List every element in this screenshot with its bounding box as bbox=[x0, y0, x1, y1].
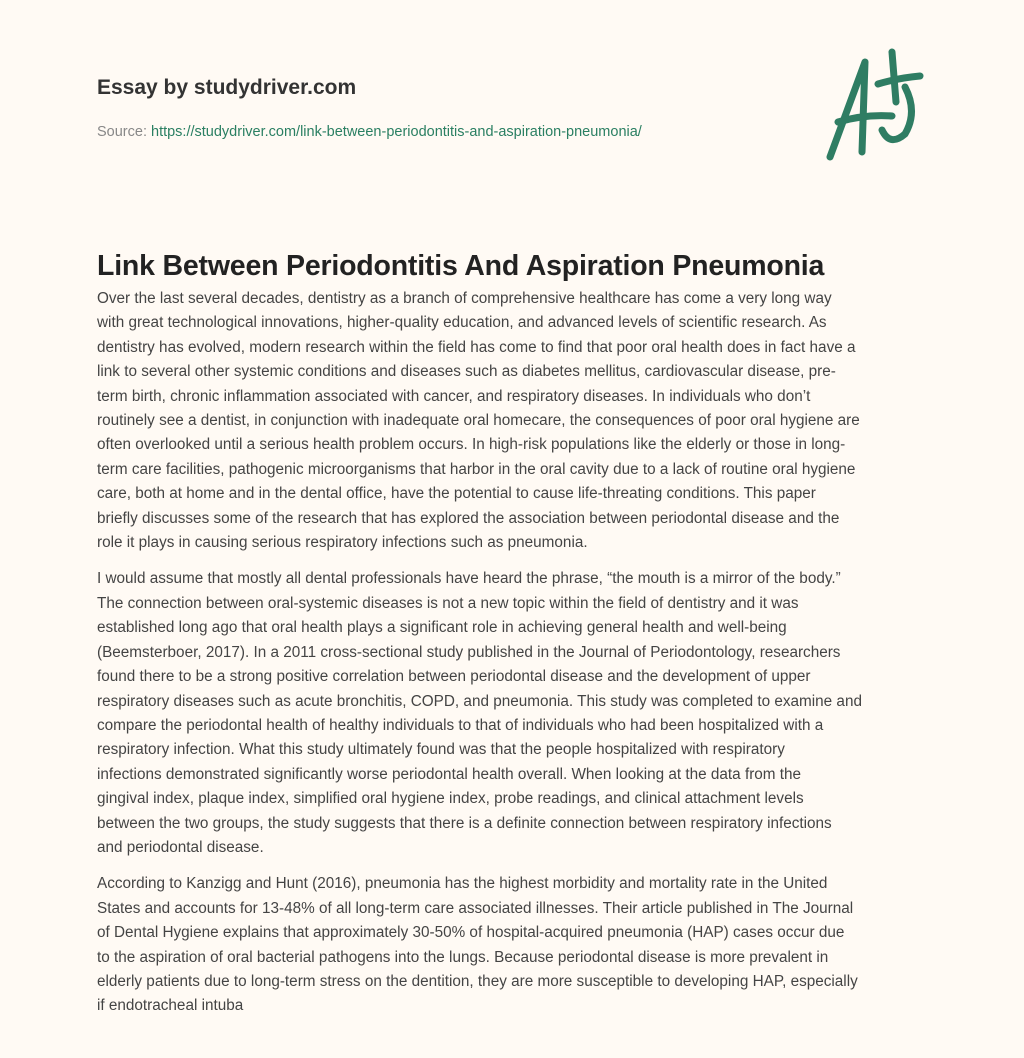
paragraph-3 bbox=[97, 872, 937, 1018]
paragraph-2 bbox=[97, 567, 937, 860]
text-line: dentistry has evolved, modern research within the field has come to find that poor oral health does in fact have a bbox=[97, 338, 856, 356]
text-line: gingival index, plaque index, simplified oral hygiene index, probe readings, and clinical attachment levels bbox=[97, 790, 804, 808]
source-label: Source: bbox=[97, 124, 151, 140]
essay-body bbox=[97, 287, 937, 1031]
text-line: infections demonstrated significantly worse periodontal health overall. When looking at the data from the bbox=[97, 765, 802, 783]
text-line: if endotracheal intuba bbox=[97, 997, 244, 1015]
text-line: Over the last several decades, dentistry as a branch of comprehensive healthcare has come a very long way bbox=[97, 290, 832, 307]
essay-title: Link Between Periodontitis And Aspiration Pneumonia bbox=[97, 250, 825, 282]
text-line: elderly patients due to long-term stress on the dentition, they are more susceptible to developing HAP, especially bbox=[97, 972, 858, 990]
text-line: established long ago that oral health plays a significant role in achieving general health and well-being bbox=[97, 619, 787, 637]
text-line: often overlooked until a serious health problem occurs. In high-risk populations like the elderly or those in long- bbox=[97, 436, 846, 454]
text-line: respiratory diseases such as acute bronchitis, COPD, and pneumonia. This study was completed to examine and bbox=[97, 692, 862, 710]
text-line: (Beemsterboer, 2017). In a 2011 cross-sectional study published in the Journal of Periodontology, researchers bbox=[97, 643, 841, 661]
text-line: term birth, chronic inflammation associated with cancer, and respiratory diseases. In individuals who don’t bbox=[97, 387, 811, 405]
text-line: briefly discusses some of the research that has explored the association between periodontal disease and the bbox=[97, 509, 840, 527]
text-line: respiratory infection. What this study ultimately found was that the people hospitalized with respiratory bbox=[97, 741, 785, 759]
text-line: care, both at home and in the dental office, have the potential to cause life-threating conditions. This paper bbox=[97, 485, 816, 503]
text-line: found there to be a strong positive correlation between periodontal disease and the development of upper bbox=[97, 668, 811, 686]
source-link[interactable]: https://studydriver.com/link-between-periodontitis-and-aspiration-pneumonia/ bbox=[151, 124, 642, 140]
text-line: routinely see a dentist, in conjunction with inadequate oral homecare, the consequences of poor oral hygiene are bbox=[97, 412, 860, 430]
text-line: role it plays in causing serious respiratory infections such as pneumonia. bbox=[97, 534, 588, 552]
text-line: According to Kanzigg and Hunt (2016), pneumonia has the highest morbidity and mortality rate in the United bbox=[97, 875, 828, 893]
text-line: I would assume that mostly all dental professionals have heard the phrase, “the mouth is a mirror of the body.” bbox=[97, 570, 841, 588]
a-plus-logo-icon bbox=[820, 42, 930, 172]
text-line: between the two groups, the study suggests that there is a definite connection between respiratory infections bbox=[97, 814, 832, 832]
text-line: to the aspiration of oral bacterial pathogens into the lungs. Because periodontal disease is more prevalent in bbox=[97, 948, 829, 966]
text-line: and periodontal disease. bbox=[97, 838, 264, 856]
text-line: link to several other systemic conditions and diseases such as diabetes mellitus, cardiovascular disease, pre- bbox=[97, 363, 836, 381]
source-line bbox=[97, 124, 642, 140]
text-line: of Dental Hygiene explains that approximately 30-50% of hospital-acquired pneumonia (HAP) cases occur due bbox=[97, 924, 845, 942]
text-line: States and accounts for 13-48% of all long-term care associated illnesses. Their article published in The Journal bbox=[97, 899, 854, 917]
text-line: term care facilities, pathogenic microorganisms that harbor in the oral cavity due to a lack of routine oral hygiene bbox=[97, 460, 856, 478]
text-line: with great technological innovations, higher-quality education, and advanced levels of scientific research. As bbox=[97, 314, 827, 332]
text-line: The connection between oral-systemic diseases is not a new topic within the field of dentistry and it was bbox=[97, 594, 799, 612]
site-brand: Essay by studydriver.com bbox=[97, 76, 357, 99]
paragraph-1 bbox=[97, 287, 937, 555]
text-line: compare the periodontal health of healthy individuals to that of individuals who had been hospitalized with a bbox=[97, 716, 824, 734]
